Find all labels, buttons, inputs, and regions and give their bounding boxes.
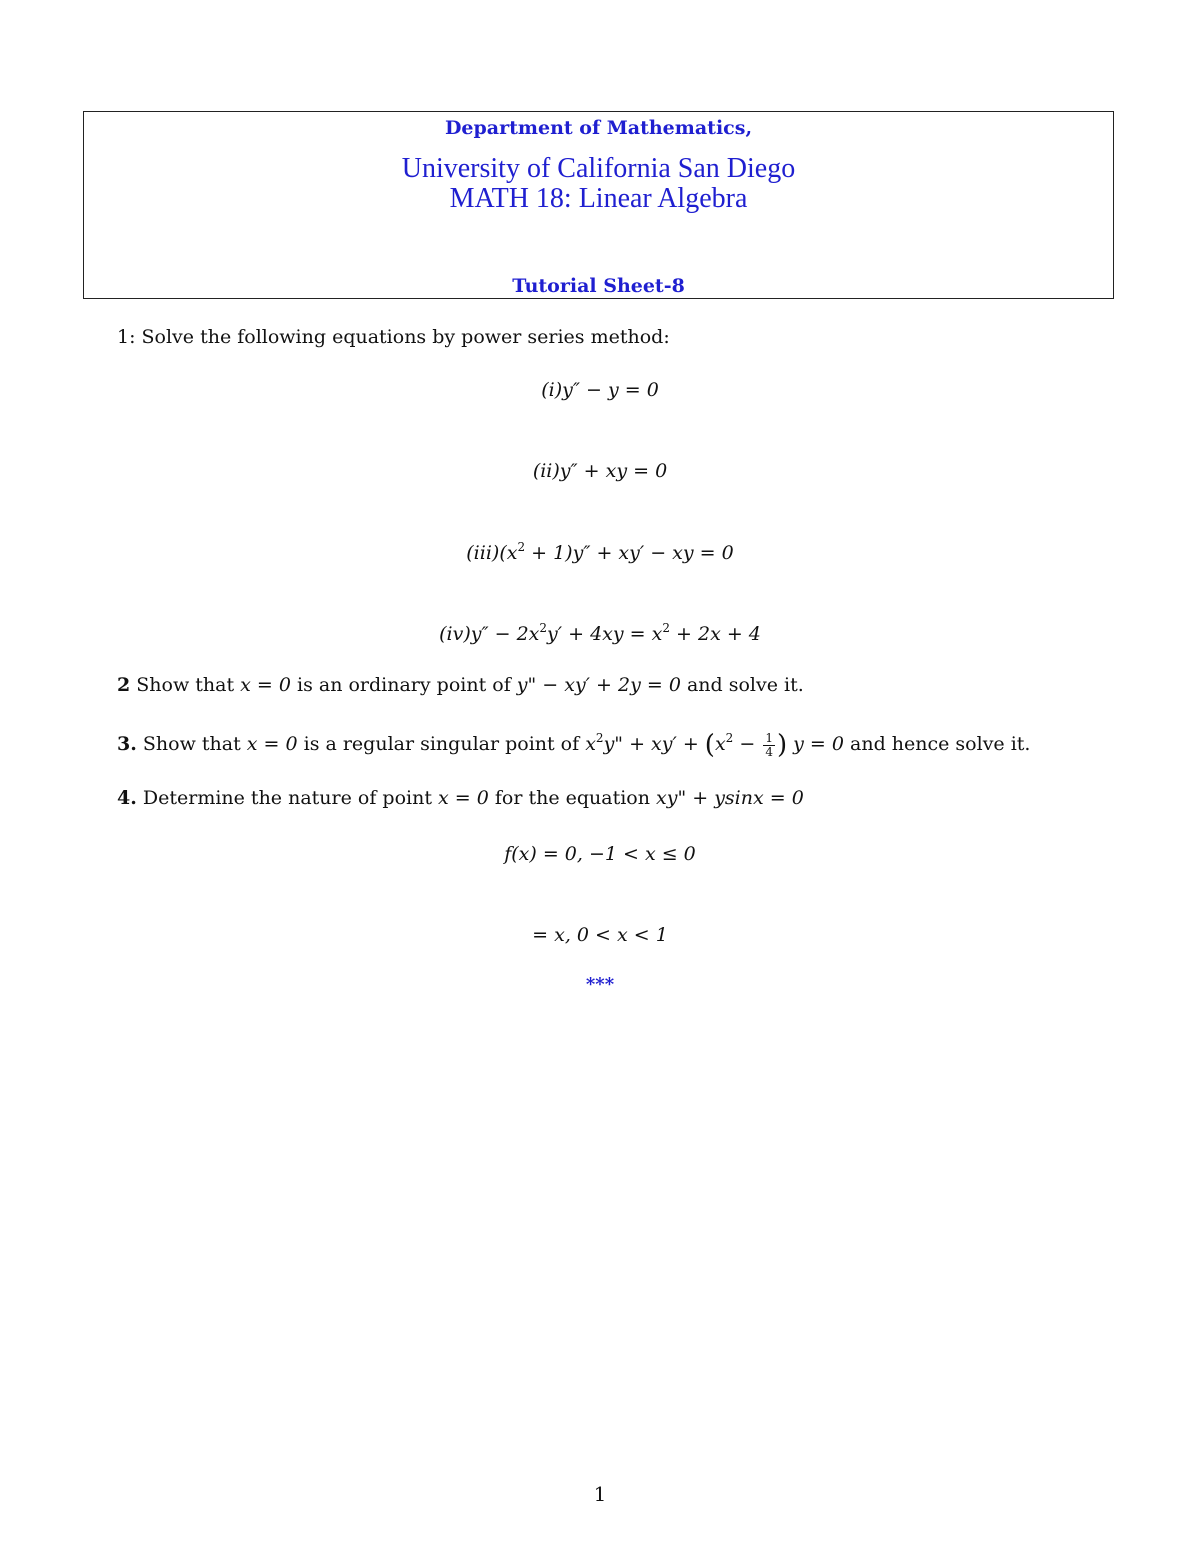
question-3 [117,730,1030,760]
question-math: − [733,733,762,755]
question-math: x = 0 [438,787,489,809]
department-title: Department of Mathematics, [444,117,753,139]
course-title: MATH 18: Linear Algebra [449,183,748,214]
equation-expr-part: y′ + 4xy = x [547,623,663,645]
piecewise-line-1: f(x) = 0, −1 < x ≤ 0 [504,843,696,865]
sheet-title: Tutorial Sheet-8 [512,275,685,297]
question-2 [117,674,804,696]
question-math: x = 0 [240,674,291,696]
question-math: x = 0 [246,733,298,755]
question-4 [117,787,804,809]
header-box [83,111,1114,299]
exponent: 2 [725,731,734,745]
question-text: Show that [136,733,247,755]
equation-ii [0,460,1200,482]
question-math: x [714,733,726,755]
question-text: is an ordinary point of [290,674,517,696]
equation-expr-part: + 2x + 4 [669,623,761,645]
question-math: xy" + ysinx = 0 [656,787,804,809]
question-1-intro: 1: Solve the following equations by power series method: [117,326,670,348]
left-paren: ( [704,730,715,760]
question-text: Determine the nature of point [136,787,438,809]
page-number: 1 [593,1482,607,1506]
question-math: y = 0 [787,733,844,755]
exponent: 2 [595,731,604,745]
equation-expr: y″ − y = 0 [562,379,659,401]
equation-expr-part: + 1)y″ + xy′ − xy = 0 [525,542,734,564]
fraction [763,732,775,759]
question-number: 3. [117,733,137,755]
equation-label: (iv) [439,623,471,645]
question-text: is a regular singular point of [297,733,586,755]
question-text: for the equation [488,787,656,809]
end-mark: *** [585,974,615,995]
equation-label: (i) [541,379,563,401]
question-math: y" − xy′ + 2y = 0 [516,674,681,696]
equation-expr-part: y″ − 2x [470,623,540,645]
question-number: 2 [117,674,131,696]
piecewise-line-2: = x, 0 < x < 1 [532,924,668,946]
exponent: 2 [517,540,526,554]
question-math: x [585,733,596,755]
equation-i [0,379,1200,401]
university-title: University of California San Diego [401,153,796,184]
exponent: 2 [539,621,548,635]
equation-iv [0,621,1200,645]
right-paren: ) [776,730,788,760]
exponent: 2 [662,621,670,635]
equation-expr-part: (x [499,542,518,564]
equation-label: (iii) [466,542,500,564]
question-text: and solve it. [680,674,804,696]
question-text: and hence solve it. [843,733,1031,755]
equation-expr: y″ + xy = 0 [559,460,668,482]
fraction-denominator: 4 [765,745,773,759]
fraction-numerator: 1 [765,731,773,745]
question-text: Show that [130,674,241,696]
question-number: 4. [117,787,137,809]
equation-label: (ii) [532,460,560,482]
equation-iii [0,540,1200,564]
question-math: y" + xy′ + [603,733,705,755]
